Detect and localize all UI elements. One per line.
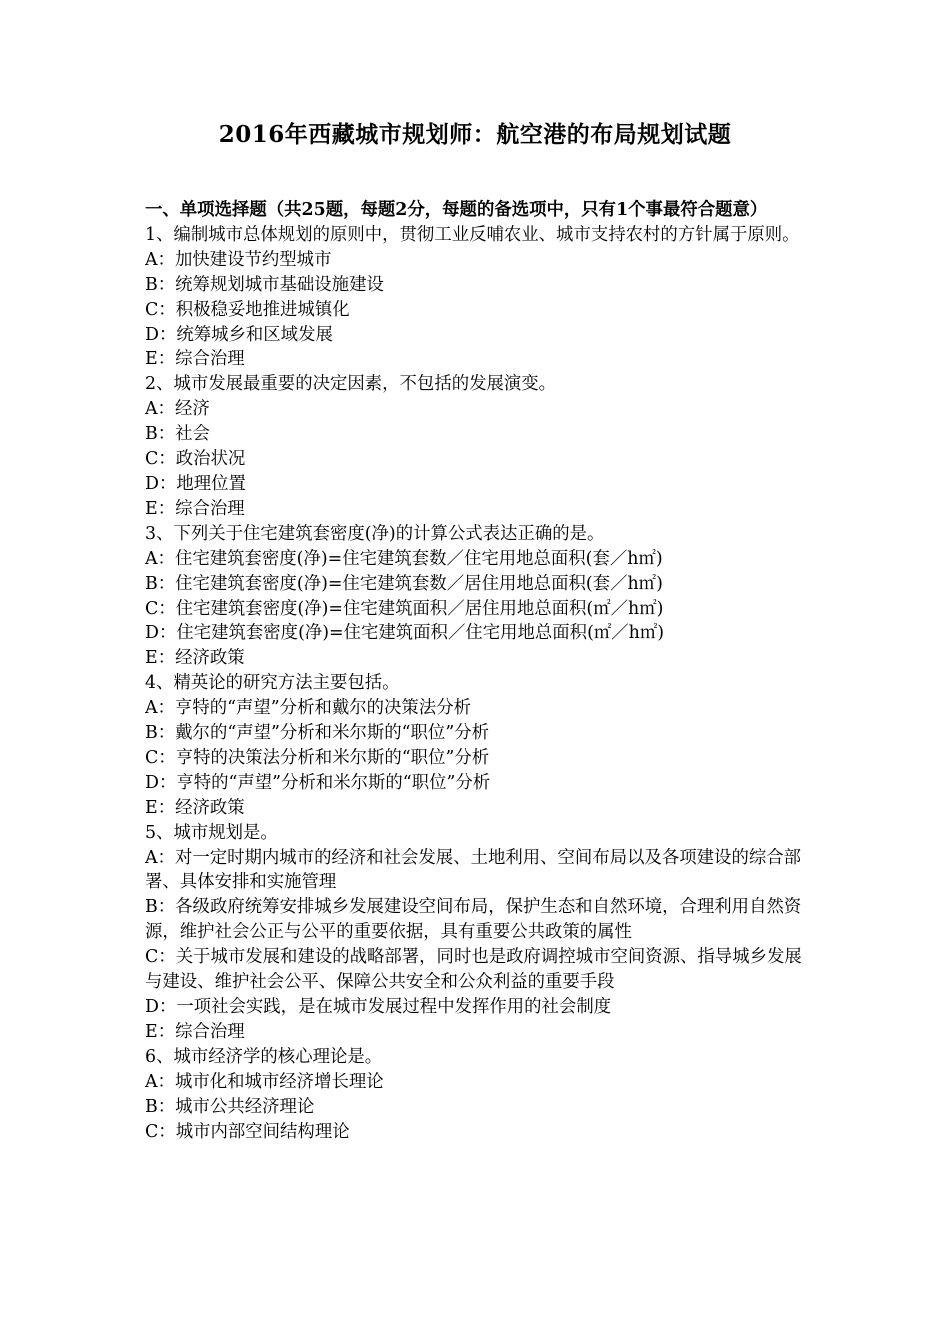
- option-c: C：积极稳妥地推进城镇化: [145, 299, 350, 320]
- document-title: 2016年西藏城市规划师：航空港的布局规划试题: [218, 121, 732, 148]
- option-a: A：加快建设节约型城市: [145, 249, 332, 270]
- question-1: [145, 223, 810, 372]
- option-c: C：城市内部空间结构理论: [145, 1121, 350, 1142]
- question-stem: 6、城市经济学的核心理论是。: [145, 1046, 383, 1067]
- option-c: C：政治状况: [145, 449, 246, 470]
- question-stem: 2、城市发展最重要的决定因素，不包括的发展演变。: [145, 374, 557, 395]
- question-2: [145, 372, 810, 521]
- question-stem: 1、编制城市总体规划的原则中，贯彻工业反哺农业、城市支持农村的方针属于原则。: [145, 224, 800, 245]
- option-e: E：经济政策: [145, 797, 245, 818]
- option-a: A：对一定时期内城市的经济和社会发展、土地利用、空间布局以及各项建设的综合部署、具体安排和实施管理: [145, 847, 802, 893]
- option-e: E：综合治理: [145, 498, 245, 519]
- option-a: A：城市化和城市经济增长理论: [145, 1071, 384, 1092]
- option-a: A：住宅建筑套密度(净)=住宅建筑套数／住宅用地总面积(套／h㎡): [145, 548, 663, 569]
- question-stem: 5、城市规划是。: [145, 822, 278, 843]
- option-d: D：亨特的“声望”分析和米尔斯的“职位”分析: [145, 772, 491, 793]
- option-c: C：关于城市发展和建设的战略部署，同时也是政府调控城市空间资源、指导城乡发展与建设、维护社会公平、保障公共安全和公众利益的重要手段: [145, 947, 802, 993]
- question-stem: 3、下列关于住宅建筑套密度(净)的计算公式表达正确的是。: [145, 523, 605, 544]
- option-a: A：亨特的“声望”分析和戴尔的决策法分析: [145, 698, 471, 719]
- option-e: E：综合治理: [145, 349, 245, 370]
- option-d: D：统筹城乡和区域发展: [145, 324, 333, 345]
- option-b: B：戴尔的“声望”分析和米尔斯的“职位”分析: [145, 723, 489, 744]
- question-stem: 4、精英论的研究方法主要包括。: [145, 673, 400, 694]
- option-a: A：经济: [145, 399, 210, 420]
- option-b: B：统筹规划城市基础设施建设: [145, 274, 384, 295]
- option-c: C：亨特的决策法分析和米尔斯的“职位”分析: [145, 747, 490, 768]
- option-b: B：各级政府统筹安排城乡发展建设空间布局，保护生态和自然环境，合理利用自然资源，维护社会公正与公平的重要依据，具有重要公共政策的属性: [145, 897, 802, 943]
- section-heading: 一、单项选择题（共25题，每题2分，每题的备选项中，只有1个事最符合题意）: [145, 200, 768, 220]
- option-d: D：住宅建筑套密度(净)=住宅建筑面积／住宅用地总面积(㎡／h㎡): [145, 623, 665, 644]
- question-3: [145, 522, 810, 671]
- question-6: [145, 1045, 810, 1145]
- option-e: E：综合治理: [145, 1021, 245, 1042]
- option-c: C：住宅建筑套密度(净)=住宅建筑面积／居住用地总面积(㎡／h㎡): [145, 598, 664, 619]
- question-5: [145, 821, 810, 1045]
- option-b: B：城市公共经济理论: [145, 1096, 315, 1117]
- option-b: B：社会: [145, 424, 210, 445]
- document-body: [145, 198, 810, 1144]
- option-e: E：经济政策: [145, 648, 245, 669]
- option-d: D：地理位置: [145, 473, 246, 494]
- option-b: B：住宅建筑套密度(净)=住宅建筑套数／居住用地总面积(套／h㎡): [145, 573, 663, 594]
- option-d: D：一项社会实践，是在城市发展过程中发挥作用的社会制度: [145, 997, 612, 1017]
- question-4: [145, 671, 810, 820]
